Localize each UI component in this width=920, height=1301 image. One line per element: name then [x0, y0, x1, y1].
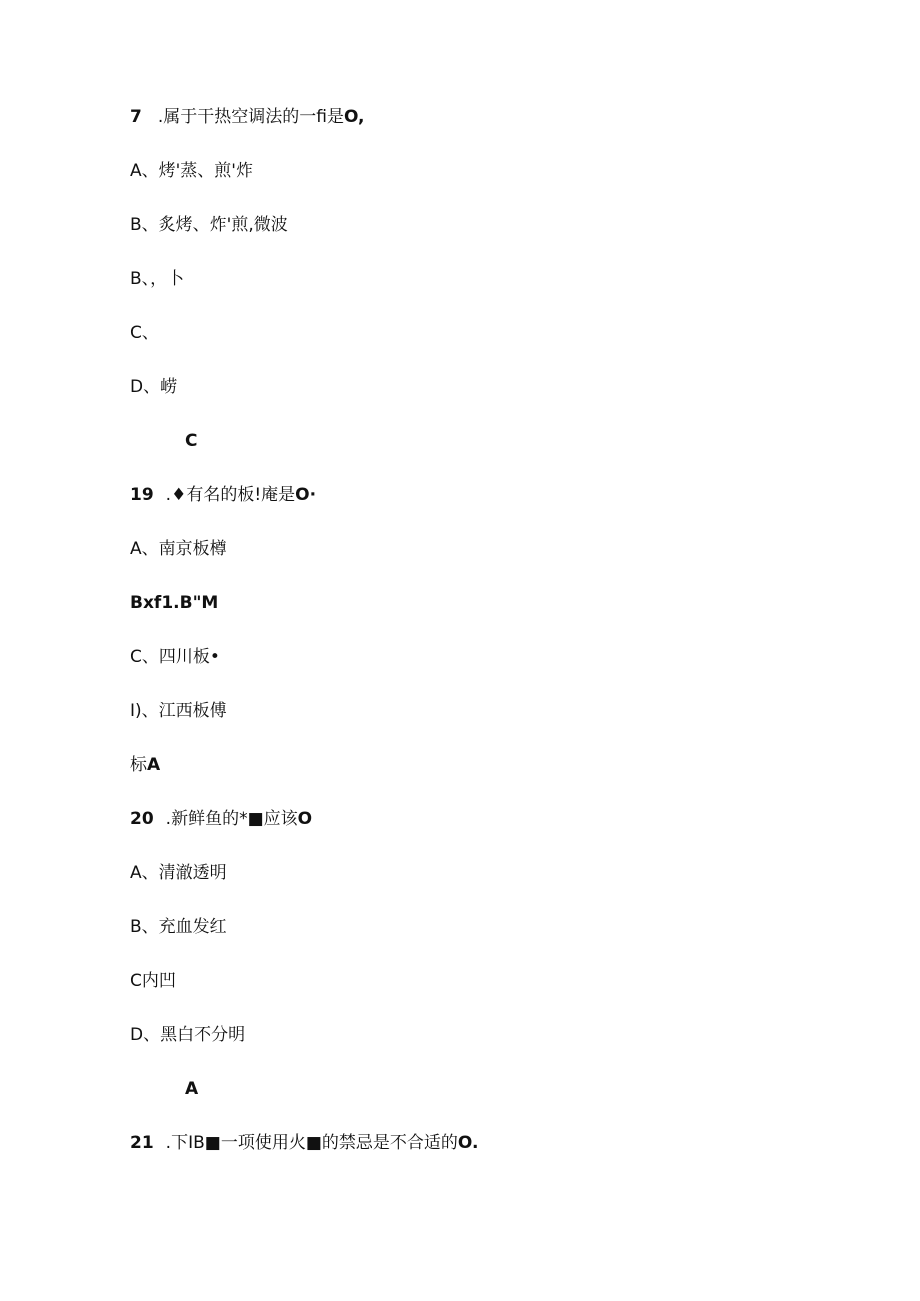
question-19	[130, 484, 316, 506]
question-blank: O	[297, 809, 313, 829]
option-text: I)、江西板傅	[130, 701, 227, 721]
option-text: C内凹	[130, 971, 176, 991]
question-blank: O·	[295, 485, 317, 505]
option-d	[130, 376, 177, 398]
option-a	[130, 862, 227, 884]
question-text: .下IB■一项使用火■的禁忌是不合适的	[165, 1133, 458, 1153]
question-number: 7	[130, 107, 142, 127]
question-number: 21	[130, 1133, 154, 1153]
question-text: .属于干热空调法的一fi是	[157, 107, 344, 127]
option-text: A、南京板樽	[130, 539, 227, 559]
option-d	[130, 1024, 245, 1046]
option-a	[130, 538, 227, 560]
option-c	[130, 322, 159, 344]
question-21	[130, 1132, 478, 1154]
question-blank: O.	[457, 1133, 479, 1153]
answer-label: 标	[130, 755, 147, 775]
answer	[185, 1078, 198, 1100]
question-7	[130, 106, 365, 128]
answer	[130, 754, 160, 776]
option-text: Bxf1.B"M	[130, 593, 219, 613]
option-c	[130, 970, 176, 992]
question-blank: O,	[343, 107, 365, 127]
option-text: C、	[130, 323, 159, 343]
option-d	[130, 700, 227, 722]
question-text: .♦有名的板!庵是	[165, 485, 296, 505]
option-b-2	[130, 268, 184, 290]
option-text: B、充血发红	[130, 917, 227, 937]
option-c	[130, 646, 220, 668]
question-number: 19	[130, 485, 154, 505]
option-a	[130, 160, 253, 182]
option-text: C、四川板•	[130, 647, 220, 667]
option-b	[130, 214, 288, 236]
option-text: B、，卜	[130, 269, 185, 289]
question-text: .新鲜鱼的*■应该	[165, 809, 298, 829]
option-b	[130, 592, 218, 614]
option-text: D、崂	[130, 377, 178, 397]
option-text: A、清澈透明	[130, 863, 227, 883]
question-number: 20	[130, 809, 154, 829]
option-text: A、烤'蒸、煎'炸	[130, 161, 253, 181]
answer-letter: C	[185, 431, 198, 451]
answer-letter: A	[147, 755, 161, 775]
option-text: B、炙烤、炸'煎,微波	[130, 215, 288, 235]
option-b	[130, 916, 227, 938]
answer-letter: A	[185, 1079, 199, 1099]
option-text: D、黑白不分明	[130, 1025, 246, 1045]
answer	[185, 430, 197, 452]
question-20	[130, 808, 312, 830]
